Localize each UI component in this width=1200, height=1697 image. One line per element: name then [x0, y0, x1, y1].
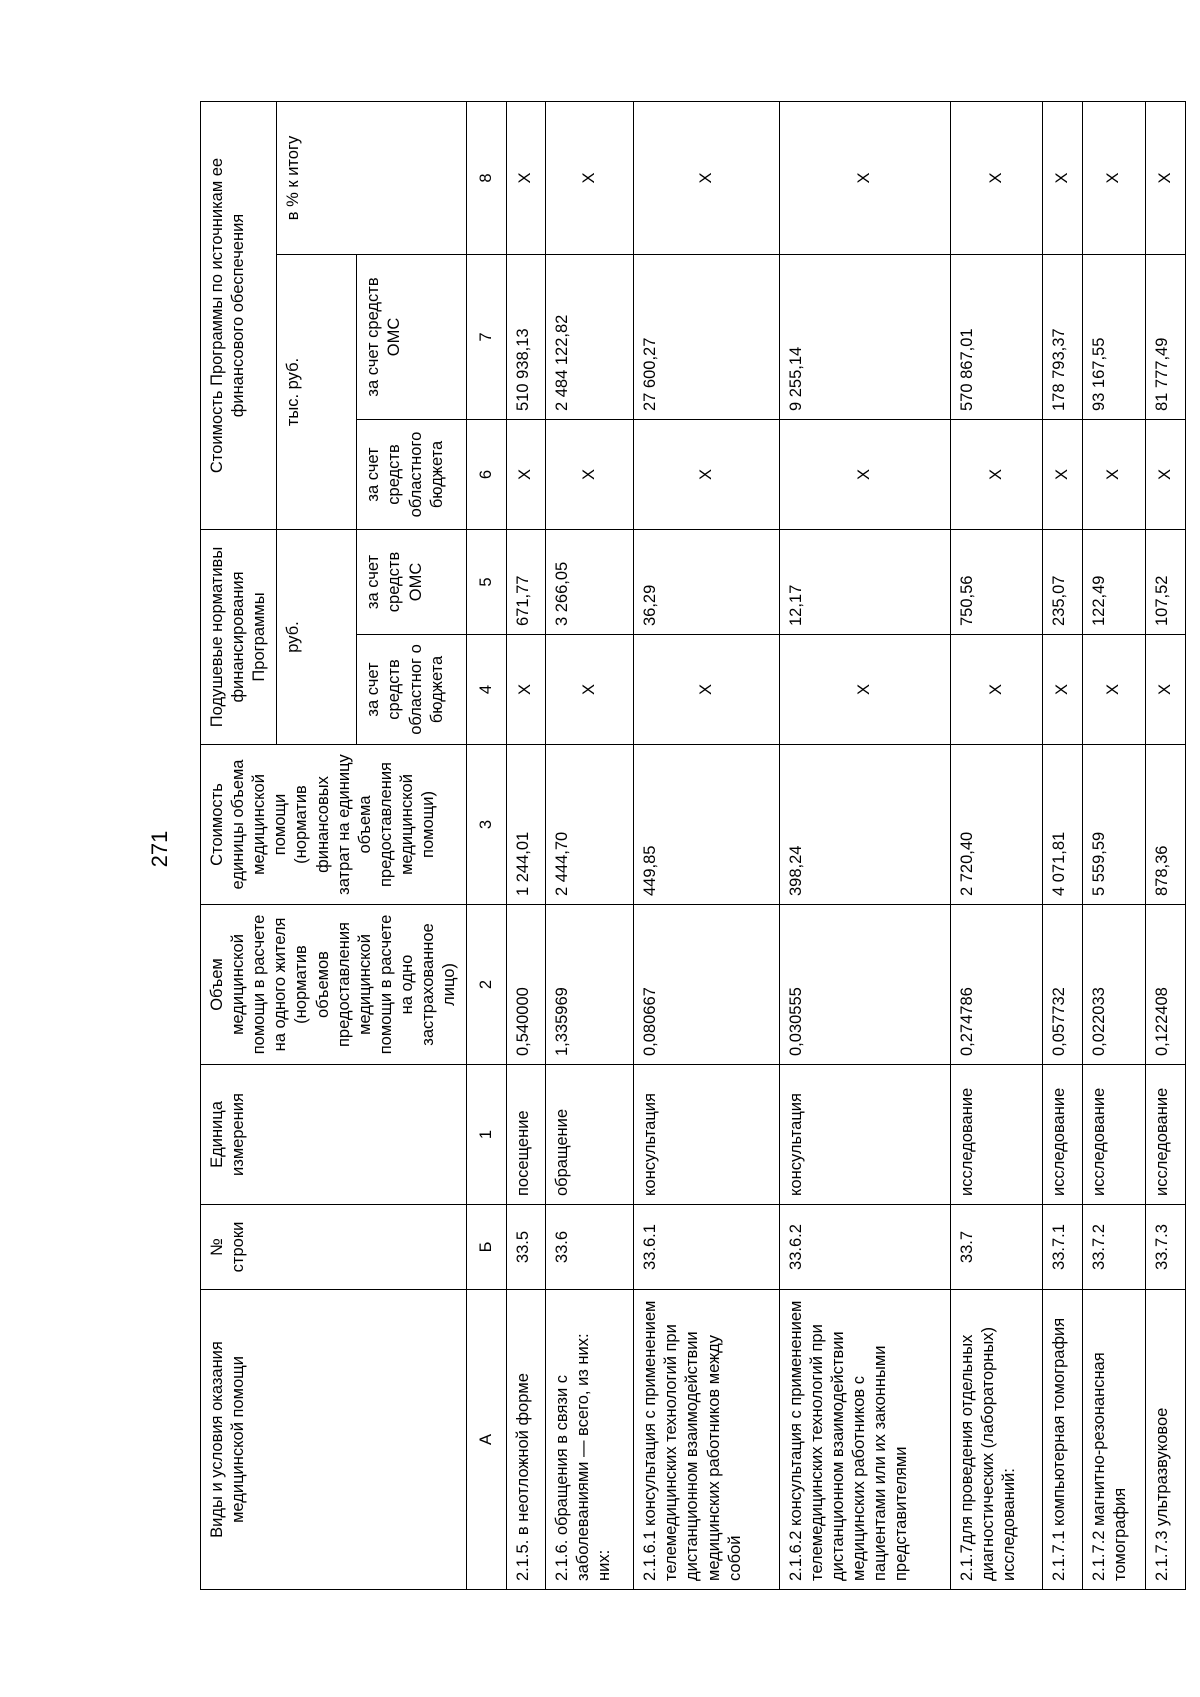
row-cost-budget: X	[1043, 420, 1082, 530]
header-pc-budget: за счет средств областног о бюджета	[357, 635, 467, 745]
row-cost-budget: X	[506, 420, 545, 530]
row-unit: обращение	[546, 1065, 634, 1205]
row-name: 2.1.7.2 магнитно-резонансная томография	[1082, 1290, 1146, 1590]
row-cost-oms: 178 793,37	[1043, 255, 1082, 420]
row-pct: X	[779, 101, 950, 254]
row-volume: 0,274786	[950, 905, 1042, 1065]
row-name: 2.1.5. в неотложной форме	[506, 1290, 545, 1590]
table-container	[200, 102, 1175, 1590]
row-pc-budget: X	[506, 635, 545, 745]
index-cell: 7	[467, 255, 506, 420]
row-unit-cost: 398,24	[779, 745, 950, 905]
header-cost-oms: за счет средств ОМС	[357, 255, 467, 420]
header-line-number: № строки	[201, 1205, 467, 1290]
header-per-capita-group: Подушевые нормативы финансирования Программы	[201, 530, 277, 745]
row-name: 2.1.6.1 консультация с применением телемедицинских технологий при дистанционном взаимодействии медицинских работников между собой	[634, 1290, 780, 1590]
row-name: 2.1.6. обращения в связи с заболеваниями — всего, из них: них:	[546, 1290, 634, 1590]
row-pc-oms: 235,07	[1043, 530, 1082, 635]
header-program-cost-group: Стоимость Программы по источникам ее финансового обеспечения	[201, 101, 277, 529]
row-line: 33.6.1	[634, 1205, 780, 1290]
row-unit: консультация	[779, 1065, 950, 1205]
row-pc-oms: 12,17	[779, 530, 950, 635]
row-volume: 0,540000	[506, 905, 545, 1065]
row-pc-oms: 3 266,05	[546, 530, 634, 635]
row-unit-cost: 4 071,81	[1043, 745, 1082, 905]
row-pc-budget: X	[950, 635, 1042, 745]
row-volume: 0,022033	[1082, 905, 1146, 1065]
header-unit: Единица измерения	[201, 1065, 467, 1205]
row-unit: исследование	[950, 1065, 1042, 1205]
index-cell: 5	[467, 530, 506, 635]
row-pc-budget: X	[779, 635, 950, 745]
row-volume: 1,335969	[546, 905, 634, 1065]
header-pc-oms: за счет средств ОМС	[357, 530, 467, 635]
row-volume: 0,080667	[634, 905, 780, 1065]
header-unit-thous-rub: тыс. руб.	[277, 255, 357, 530]
row-line: 33.5	[506, 1205, 545, 1290]
header-volume: Объем медицинской помощи в расчете на одного жителя (норматив объемов предоставления медицинской помощи в расчете на одно застрахованное лицо)	[201, 905, 467, 1065]
row-name: 2.1.7для проведения отдельных диагностических (лабораторных) исследований:	[950, 1290, 1042, 1590]
row-name: 2.1.7.1 компьютерная томография	[1043, 1290, 1082, 1590]
table-row	[506, 101, 545, 1589]
row-pct: X	[1043, 101, 1082, 254]
row-cost-oms: 27 600,27	[634, 255, 780, 420]
row-pc-budget: X	[1043, 635, 1082, 745]
row-pct: X	[1146, 101, 1185, 254]
row-pct: X	[546, 101, 634, 254]
index-cell: 2	[467, 905, 506, 1065]
row-cost-budget: X	[1082, 420, 1146, 530]
row-cost-budget: X	[779, 420, 950, 530]
row-pc-budget: X	[1146, 635, 1185, 745]
row-unit: исследование	[1082, 1065, 1146, 1205]
table-row	[1146, 101, 1185, 1589]
row-line: 33.7.1	[1043, 1205, 1082, 1290]
index-cell: 6	[467, 420, 506, 530]
row-pct: X	[634, 101, 780, 254]
header-unit-rub: руб.	[277, 530, 357, 745]
table-row	[950, 101, 1042, 1589]
row-unit-cost: 2 444,70	[546, 745, 634, 905]
table-row	[1043, 101, 1082, 1589]
row-pct: X	[950, 101, 1042, 254]
row-cost-oms: 9 255,14	[779, 255, 950, 420]
row-cost-oms: 2 484 122,82	[546, 255, 634, 420]
row-volume: 0,057732	[1043, 905, 1082, 1065]
row-pc-oms: 107,52	[1146, 530, 1185, 635]
row-pc-oms: 122,49	[1082, 530, 1146, 635]
index-cell: А	[467, 1290, 506, 1590]
row-pc-budget: X	[1082, 635, 1146, 745]
row-volume: 0,030555	[779, 905, 950, 1065]
table-row	[1082, 101, 1146, 1589]
row-cost-oms: 93 167,55	[1082, 255, 1146, 420]
row-unit-cost: 1 244,01	[506, 745, 545, 905]
table-row	[546, 101, 634, 1589]
row-pc-budget: X	[634, 635, 780, 745]
row-volume: 0,122408	[1146, 905, 1185, 1065]
row-cost-oms: 81 777,49	[1146, 255, 1185, 420]
row-unit: исследование	[1043, 1065, 1082, 1205]
row-unit-cost: 878,36	[1146, 745, 1185, 905]
row-unit: посещение	[506, 1065, 545, 1205]
row-line: 33.7	[950, 1205, 1042, 1290]
row-line: 33.6.2	[779, 1205, 950, 1290]
index-cell: 1	[467, 1065, 506, 1205]
row-cost-budget: X	[950, 420, 1042, 530]
table-row	[779, 101, 950, 1589]
index-cell: 4	[467, 635, 506, 745]
row-cost-budget: X	[1146, 420, 1185, 530]
row-name: 2.1.7.3 ультразвуковое	[1146, 1290, 1185, 1590]
financing-table	[200, 101, 1186, 1590]
index-cell: 8	[467, 101, 506, 254]
row-unit: исследование	[1146, 1065, 1185, 1205]
row-pc-oms: 36,29	[634, 530, 780, 635]
row-cost-oms: 510 938,13	[506, 255, 545, 420]
row-unit-cost: 2 720,40	[950, 745, 1042, 905]
page-number: 271	[147, 830, 172, 868]
row-unit: консультация	[634, 1065, 780, 1205]
row-cost-budget: X	[634, 420, 780, 530]
row-pct: X	[1082, 101, 1146, 254]
header-unit-cost: Стоимость единицы объема медицинской помощи (норматив финансовых затрат на единицу объема предоставления медицинской помощи)	[201, 745, 467, 905]
row-pct: X	[506, 101, 545, 254]
header-cost-budget: за счет средств областного бюджета	[357, 420, 467, 530]
row-name: 2.1.6.2 консультация с применением телемедицинских технологий при дистанционном взаимодействии медицинских работников с пациентами или их законными представителями	[779, 1290, 950, 1590]
row-cost-oms: 570 867,01	[950, 255, 1042, 420]
row-pc-oms: 671,77	[506, 530, 545, 635]
index-cell: Б	[467, 1205, 506, 1290]
row-unit-cost: 5 559,59	[1082, 745, 1146, 905]
row-unit-cost: 449,85	[634, 745, 780, 905]
row-line: 33.6	[546, 1205, 634, 1290]
index-cell: 3	[467, 745, 506, 905]
header-percent-of-total: в % к итогу	[277, 101, 467, 254]
row-cost-budget: X	[546, 420, 634, 530]
table-row	[634, 101, 780, 1589]
row-line: 33.7.3	[1146, 1205, 1185, 1290]
row-pc-oms: 750,56	[950, 530, 1042, 635]
row-line: 33.7.2	[1082, 1205, 1146, 1290]
row-pc-budget: X	[546, 635, 634, 745]
header-types: Виды и условия оказания медицинской помощи	[201, 1290, 467, 1590]
